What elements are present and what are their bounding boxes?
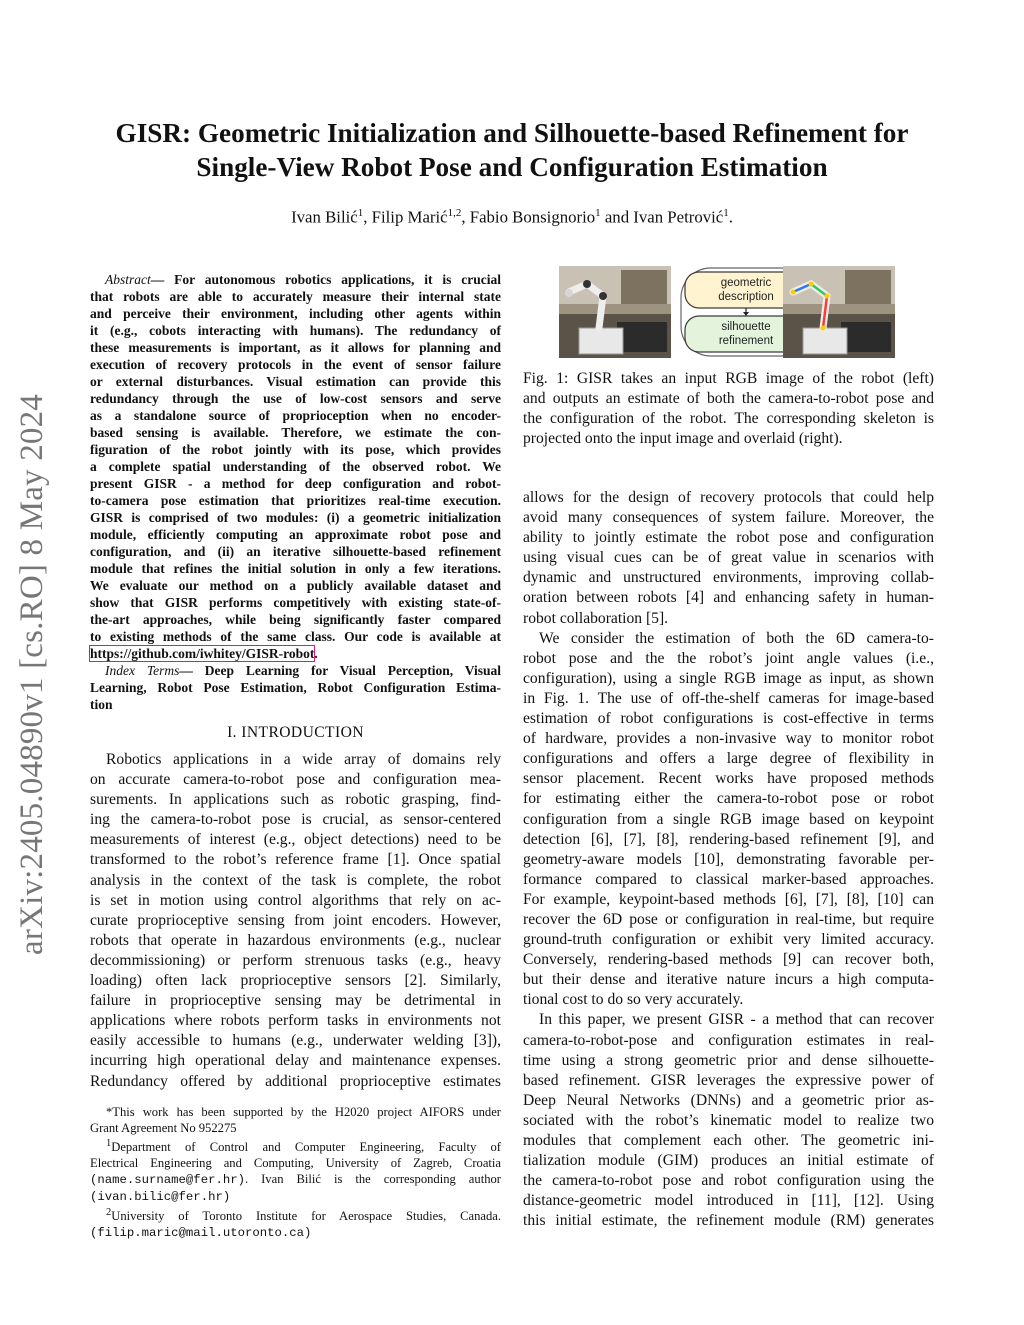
- body-line: ability to jointly estimate the robot pose and configuration: [523, 529, 934, 547]
- code-repo-link[interactable]: https://github.com/iwhitey/GISR-robot: [90, 646, 315, 661]
- box-top-line-1: geometric: [720, 277, 772, 289]
- box-bottom-line-2: refinement: [718, 335, 774, 347]
- body-line: distance-geometric model introduced in [11], [12]. Using: [523, 1192, 934, 1210]
- abstract-line: module that refines the initial solution in only a few iterations.: [90, 561, 501, 576]
- author-1: Ivan Bilić: [291, 207, 358, 227]
- abstract-line: a complete spatial understanding of the observed robot. We: [90, 459, 501, 474]
- output-robot-illustration: [783, 266, 895, 358]
- body-line: configuration), using a single RGB image as input, as shown: [523, 669, 934, 687]
- body-line: For example, keypoint-based methods [6], [7], [8], [10] can: [523, 890, 934, 908]
- abstract-line: it (e.g., cobots interacting with humans). The redundancy of: [90, 323, 501, 338]
- body-line: sensor placement. Recent works have proposed methods: [523, 770, 934, 788]
- index-terms-line: Learning, Robot Pose Estimation, Robot Configuration Estima-: [90, 680, 501, 695]
- flow-arrowhead: [743, 312, 749, 316]
- body-line: robot pose and the the robot’s joint angle values (i.e.,: [523, 649, 934, 667]
- body-line: robot collaboration [5].: [523, 609, 669, 627]
- abstract: [90, 271, 501, 713]
- email-generic: (name.surname@fer.hr): [90, 1173, 245, 1187]
- abstract-line: these measurements is important, as it allows for planning and: [90, 340, 501, 355]
- abstract-line: module, efficiently computing an approximate robot pose and: [90, 527, 501, 542]
- abstract-line: the-art approaches, while being significantly faster compared: [90, 612, 501, 627]
- body-line: camera-to-robot-pose and configuration estimates in real-: [523, 1031, 934, 1049]
- abstract-line: present GISR - a method for deep configuration and robot-: [90, 476, 501, 491]
- body-line: sociated with the robot’s kinematic model to realize two: [523, 1111, 934, 1129]
- abstract-line: GISR is comprised of two modules: (i) a geometric initialization: [90, 510, 501, 525]
- body-line: modules that complement each other. The geometric ini-: [523, 1132, 934, 1149]
- body-line: oration between robots [4] and enhancing safety in human-: [523, 589, 934, 607]
- body-line: recover the 6D pose or configuration in real-time, but require: [523, 910, 934, 928]
- figure-1-caption: [523, 369, 934, 449]
- body-line: estimation of robot configurations is cost-effective in terms: [523, 710, 934, 728]
- body-line: using visual cues can be of great value in scenarios with: [523, 549, 934, 567]
- abstract-line: execution of recovery protocols in the event of sensor failure: [90, 357, 501, 372]
- body-line: in Fig. 1. The use of off-the-shelf cameras for image-based: [523, 689, 934, 707]
- abstract-line: as a standalone source of proprioception when no encoder-: [90, 408, 501, 423]
- body-line: measurements of interest (e.g., object detections) need to be: [90, 831, 501, 849]
- footnote-affiliation-1: [90, 1189, 501, 1206]
- caption-line: the configuration of the robot. The corresponding skeleton is: [523, 410, 934, 428]
- body-line: robots that operate in hazardous environments (e.g., nuclear: [90, 931, 501, 949]
- body-line: time using a strong geometric prior and dense silhouette-: [523, 1051, 934, 1069]
- body-line: ing the camera-to-robot pose is crucial, as sensor-centered: [90, 811, 501, 829]
- author-2: Filip Marić: [371, 207, 448, 227]
- body-line: Robotics applications in a wide array of domains rely: [106, 751, 501, 768]
- abstract-line: redundancy through the use of low-cost sensors and serve: [90, 391, 501, 406]
- body-line: applications where robots perform tasks in environments not: [90, 1012, 501, 1030]
- body-line: geometry-aware models [10], demonstrating favorable per-: [523, 850, 934, 868]
- index-terms-line: Index Terms— Deep Learning for Visual Perception, Visual: [105, 663, 501, 678]
- body-line: allows for the design of recovery protocols that could help: [523, 489, 934, 506]
- body-line: avoid many consequences of system failure. Moreover, the: [523, 509, 934, 527]
- email-corresponding: (ivan.bilic@fer.hr): [90, 1189, 231, 1204]
- email-second-author: (filip.maric@mail.utoronto.ca): [90, 1226, 312, 1241]
- body-line: is set in motion using control algorithms that rely on ac-: [90, 891, 501, 909]
- body-line: curate proprioceptive sensing from joint encoders. However,: [90, 911, 501, 929]
- author-4-affil: 1: [723, 207, 729, 219]
- body-line: configurations and offers a large degree of flexibility in: [523, 750, 934, 768]
- author-1-affil: 1: [357, 207, 364, 219]
- body-line: on accurate camera-to-robot pose and configuration mea-: [90, 771, 501, 789]
- abstract-line: and perceive their environment, including other agents within: [90, 306, 501, 321]
- abstract-line: figuration of the robot jointly with its pose, which provides: [90, 442, 501, 457]
- paper-title: [60, 116, 964, 184]
- abstract-line: https://github.com/iwhitey/GISR-robot.: [90, 646, 318, 661]
- abstract-line: configuration, and (ii) an iterative silhouette-based refinement: [90, 544, 501, 559]
- intro-left-column: [90, 750, 501, 1092]
- caption-line: projected onto the input image and overlaid (right).: [523, 430, 843, 448]
- body-line: the camera-to-robot pose and robot configuration using the: [523, 1172, 934, 1190]
- author-3: Fabio Bonsignorio: [469, 207, 596, 227]
- body-line: incurring high operational delay and maintenance expenses.: [90, 1052, 501, 1070]
- arxiv-identifier: arXiv:2405.04890v1 [cs.RO] 8 May 2024: [14, 393, 50, 955]
- body-line: tional cost to do so very accurately.: [523, 991, 744, 1009]
- body-line: dynamic and unstructured environments, improving collab-: [523, 569, 934, 587]
- body-line: easily accessible to humans (e.g., underwater welding [3]),: [90, 1032, 501, 1050]
- body-line: In this paper, we present GISR - a method that can recover: [539, 1011, 934, 1029]
- body-line: Deep Neural Networks (DNNs) and a geometric prior as-: [523, 1091, 934, 1109]
- body-line: of hardware, provides a non-invasive way to monitor robot: [523, 730, 934, 748]
- author-4: Ivan Petrović: [633, 207, 724, 227]
- abstract-line: to existing methods of the same class. Our code is available at: [90, 629, 501, 644]
- body-line: ground-truth configuration or exhibit very limited accuracy.: [523, 931, 934, 949]
- body-line: but their dense and iterative nature incurs a high computa-: [523, 971, 934, 989]
- body-line: detection [6], [7], [8], rendering-based refinement [9], and: [523, 830, 934, 848]
- caption-line: Fig. 1: GISR takes an input RGB image of the robot (left): [523, 370, 934, 387]
- body-line: based refinement. GISR leverages the expressive power of: [523, 1071, 934, 1089]
- body-line: loading) often lack proprioceptive sensors [2]. Similarly,: [90, 972, 501, 990]
- output-robot-photo: [783, 266, 895, 358]
- abstract-line: Abstract— For autonomous robotics applications, it is crucial: [105, 272, 502, 287]
- index-terms-line: tion: [90, 697, 113, 712]
- box-top-line-2: description: [718, 291, 774, 303]
- figure-1: [559, 266, 935, 358]
- body-line: this initial estimate, the refinement module (RM) generates: [523, 1212, 934, 1230]
- abstract-line: We evaluate our method on a publicly available dataset and: [90, 578, 501, 593]
- author-2-affil: 1,2: [447, 207, 462, 219]
- author-3-affil: 1: [595, 207, 601, 219]
- abstract-line: or external disturbances. Visual estimation can provide this: [90, 374, 501, 389]
- box-bottom-line-1: silhouette: [721, 321, 771, 333]
- footnote-affiliation-2: [90, 1225, 501, 1242]
- footnote-affiliation-1: Electrical Engineering and Computing, University of Zagreb, Croatia: [90, 1156, 501, 1171]
- section-heading-introduction: I. INTRODUCTION: [227, 724, 364, 741]
- body-line: surements. In applications such as robotic grasping, find-: [90, 791, 501, 809]
- abstract-line: that robots are able to accurately measure their internal state: [90, 289, 501, 304]
- body-line: formance compared to classical marker-based approaches.: [523, 870, 934, 888]
- body-line: Conversely, rendering-based methods [9] can recover both,: [523, 951, 934, 969]
- body-line: configuration from a single RGB image based on keypoint: [523, 810, 934, 828]
- input-robot-photo: [559, 266, 671, 358]
- author-list: Ivan Bilić$^1$, Filip Marić$^{1,2}$, Fabio Bonsignorio$^1$ and Ivan Petrović$^1$.: [291, 207, 733, 227]
- abstract-line: to-camera pose estimation that prioritizes real-time execution.: [90, 493, 501, 508]
- body-line: tialization module (GIM) produces an initial estimate of: [523, 1152, 934, 1170]
- footnote-funding-line: *This work has been supported by the H2020 project AIFORS under: [106, 1105, 501, 1119]
- footnote-affiliation-2: $^2$University of Toronto Institute for Aerospace Studies, Canada.: [106, 1207, 501, 1224]
- title-line-1: GISR: Geometric Initialization and Silhouette-based Refinement for: [115, 118, 909, 148]
- abstract-label: Abstract: [105, 272, 151, 287]
- footnote-affiliation-1: $^1$Department of Control and Computer Engineering, Faculty of: [106, 1138, 501, 1155]
- body-line: failure in proprioceptive sensing may be detrimental in: [90, 992, 501, 1010]
- footnote-funding-line: Grant Agreement No 952275: [90, 1120, 237, 1135]
- footnotes: [90, 1105, 501, 1242]
- right-column-body: [523, 488, 934, 1231]
- body-line: for estimating either the camera-to-robot pose or robot: [523, 790, 934, 808]
- body-line: We consider the estimation of both the 6D camera-to-: [539, 629, 934, 647]
- footnote-affiliation-1: (name.surname@fer.hr). Ivan Bilić is the corresponding author: [90, 1172, 501, 1187]
- caption-line: and outputs an estimate of both the camera-to-robot pose and: [523, 390, 934, 408]
- abstract-line: show that GISR performs competitively with existing state-of-: [90, 595, 501, 610]
- title-line-2: Single-View Robot Pose and Configuration Estimation: [196, 152, 828, 182]
- input-robot-illustration: [559, 266, 671, 358]
- body-line: analysis in the context of the task is complete, the robot: [90, 871, 501, 889]
- body-line: Redundancy offered by additional proprioceptive estimates: [90, 1072, 501, 1090]
- body-line: decommissioning) or perform strenuous tasks (e.g., heavy: [90, 951, 501, 969]
- abstract-line: based sensing is available. Therefore, we estimate the con-: [90, 425, 501, 440]
- body-line: transformed to the robot’s reference frame [1]. Once spatial: [90, 851, 501, 869]
- index-terms-label: Index Terms: [105, 663, 180, 678]
